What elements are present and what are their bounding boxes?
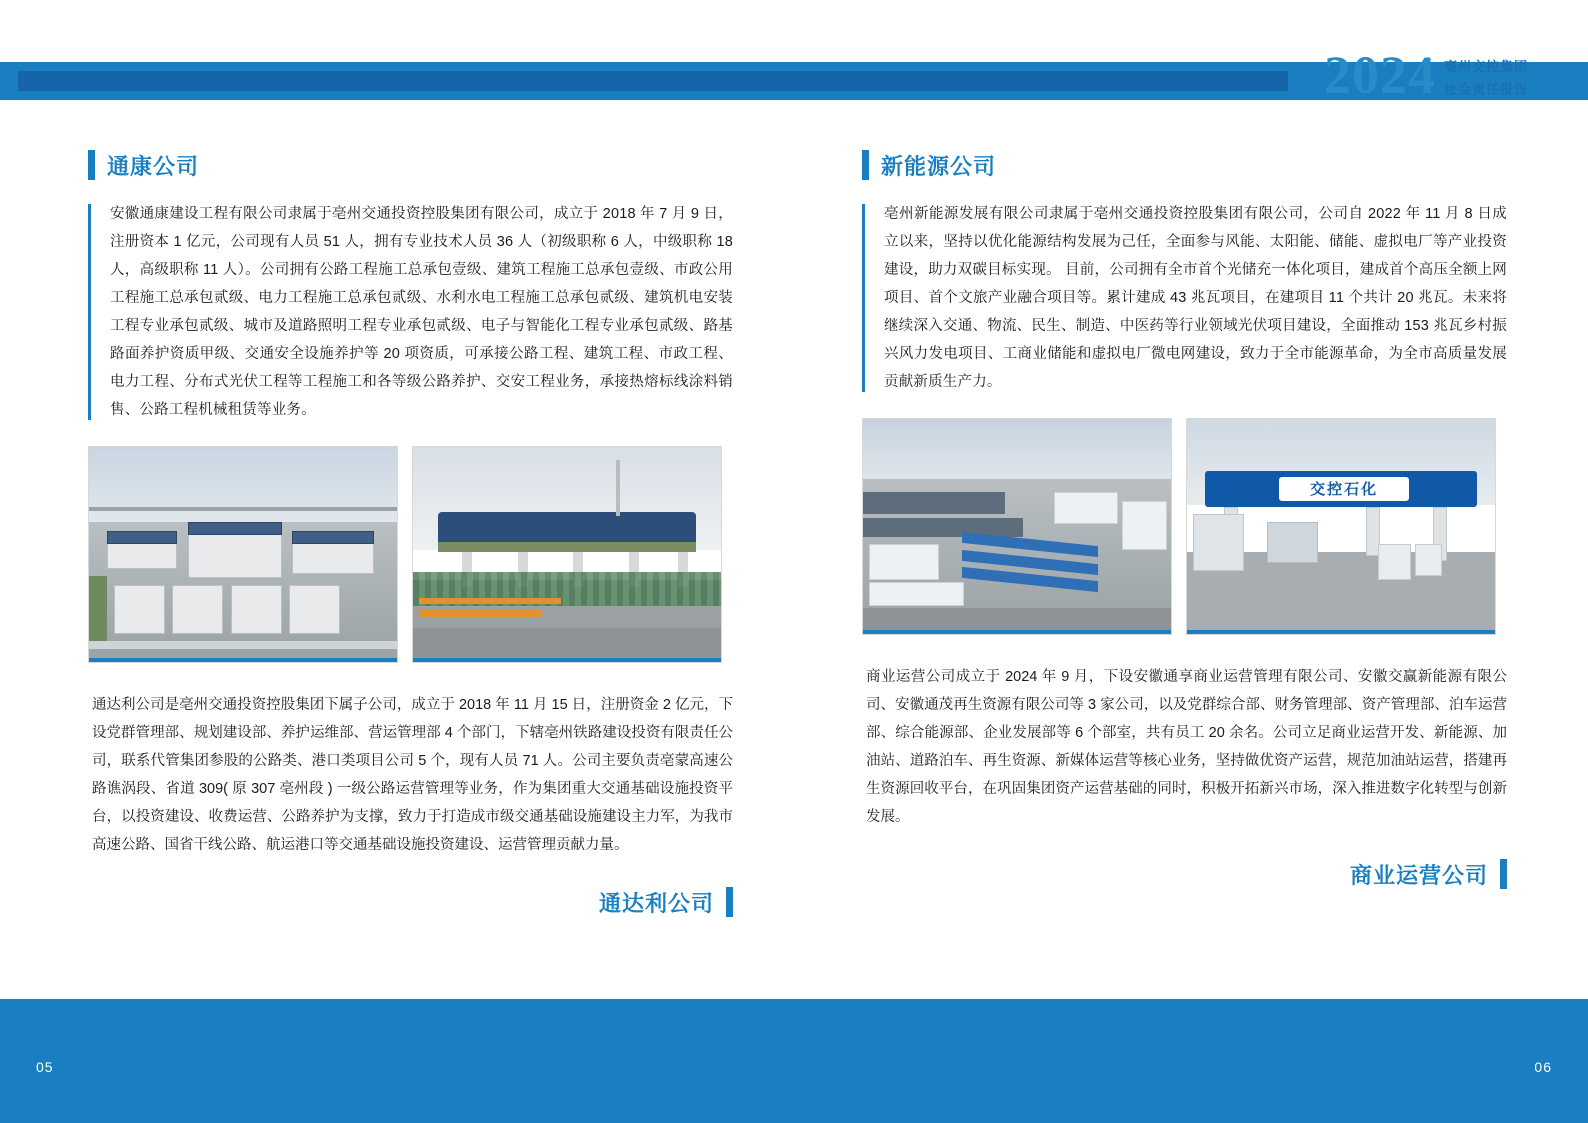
section-header-new-energy [862, 148, 1507, 182]
report-header-titles [1444, 56, 1528, 102]
photo-building [869, 544, 939, 580]
fuel-pump [1378, 544, 1411, 580]
photo-accent-bar [1187, 630, 1495, 634]
photo-row-right [862, 418, 1507, 635]
toll-canopy-band [438, 542, 697, 553]
section-accent-bar [862, 150, 869, 180]
section-header-tongdali [88, 885, 733, 919]
highway-toll-station-photo [412, 446, 722, 663]
light-pole [616, 460, 620, 516]
photo-building [1122, 501, 1167, 550]
fuel-pump [1415, 544, 1442, 576]
photo-building [114, 585, 165, 634]
section-header-commercial [862, 857, 1507, 891]
station-sign-text: 交控石化 [1310, 481, 1379, 499]
paragraph-block-tongkang [88, 200, 733, 424]
left-page-column [88, 148, 733, 919]
photo-road [413, 628, 721, 662]
section-accent-bar [726, 887, 733, 917]
section-title-commercial: 商业运营公司 [1349, 862, 1488, 888]
photo-building [231, 585, 282, 634]
paragraph-block-commercial [862, 663, 1507, 831]
photo-building-roof [188, 522, 282, 535]
section-accent-bar [1500, 859, 1507, 889]
photo-building [1054, 492, 1118, 524]
section-accent-bar [88, 150, 95, 180]
paragraph-block-tongdali [88, 691, 733, 859]
orange-barrier [419, 610, 542, 616]
photo-building-roof [107, 531, 177, 544]
paragraph-block-new-energy [862, 200, 1507, 396]
parked-vehicle [1267, 522, 1318, 563]
report-year: 2024 [1323, 45, 1436, 105]
page-number-left: 05 [36, 1059, 54, 1075]
page-number-right: 06 [1534, 1059, 1552, 1075]
photo-greenery [89, 576, 107, 641]
section-title-tongdali: 通达利公司 [598, 890, 714, 916]
photo-horizon-road [89, 507, 397, 511]
photo-accent-bar [863, 630, 1171, 634]
photo-sky [863, 419, 1171, 484]
section-title-new-energy: 新能源公司 [881, 153, 997, 179]
paragraph-tongdali: 通达利公司是亳州交通投资控股集团下属子公司，成立于 2018 年 11 月 15 日，注册资金 2 亿元，下设党群管理部、规划建设部、养护运维部、营运管理部 4 个部门，下辖亳州铁路建设投资有限责任公司，联系代管集团参股的公路类、港口类项目公司 5 个，现有人员 71 人。公司主要负责亳蒙高速公路谯涡段、省道 309( 原 307 亳州段 ) 一级公路运营管理等业务，作为集团重大交通基础设施投资平台，以投资建设、收费运营、公路养护为支撑，致力于打造成市级交通基础设施建设主力军，为我市高速公路、国省干线公路、航运港口等交通基础设施投资建设、运营管理贡献力量。 [92, 697, 733, 853]
photo-building [869, 582, 963, 606]
photo-sky [89, 447, 397, 529]
paragraph-new-energy: 亳州新能源发展有限公司隶属于亳州交通投资控股集团有限公司，公司自 2022 年 11 月 8 日成立以来，坚持以优化能源结构发展为己任，全面参与风能、太阳能、储能、虚拟电厂等产业投资建设，助力双碳目标实现。 目前，公司拥有全市首个光储充一体化项目，建成首个高压全额上网项目、首个文旅产业融合项目等。累计建成 43 兆瓦项目，在建项目 11 个共计 20 兆瓦。未来将继续深入交通、物流、民生、制造、中医药等行业领域光伏项目建设，全面推动 153 兆瓦乡村振兴风力发电项目、工商业储能和虚拟电厂微电网建设，致力于全市能源革命，为全市高质量发展贡献新质生产力。 [884, 206, 1507, 390]
paragraph-accent-rule [862, 204, 865, 392]
photo-building [289, 585, 340, 634]
photo-accent-bar [413, 658, 721, 662]
station-building [1193, 514, 1244, 572]
jiaokong-petrochemical-station-photo [1186, 418, 1496, 635]
right-page-column [862, 148, 1507, 891]
section-title-tongkang: 通康公司 [107, 153, 200, 179]
solar-roof-panel [863, 518, 1023, 537]
footer-band [0, 999, 1588, 1123]
photo-accent-bar [89, 658, 397, 662]
photo-row-left [88, 446, 733, 663]
paragraph-tongkang: 安徽通康建设工程有限公司隶属于亳州交通投资控股集团有限公司，成立于 2018 年 7 月 9 日，注册资本 1 亿元，公司现有人员 51 人，拥有专业技术人员 36 人（初级职称 6 人，中级职称 18 人，高级职称 11 人）。公司拥有公路工程施工总承包壹级、建筑工程施工总承包壹级、市政公用工程施工总承包贰级、电力工程施工总承包贰级、水利水电工程施工总承包贰级、建筑机电安装工程专业承包贰级、城市及道路照明工程专业承包贰级、电子与智能化工程专业承包贰级、路基路面养护资质甲级、交通安全设施养护等 20 项资质，可承接公路工程、建筑工程、市政工程、电力工程、分布式光伏工程等工程施工和各等级公路养护、交安工程业务，承接热熔标线涂料销售、公路工程机械租赁等业务。 [110, 206, 733, 418]
report-header [1323, 40, 1528, 105]
header-band-inner [18, 71, 1288, 91]
report-name: 社会责任报告 [1443, 82, 1528, 97]
photo-building-roof [292, 531, 374, 544]
aerial-industrial-campus-photo [88, 446, 398, 663]
section-header-tongkang [88, 148, 733, 182]
station-sign [1279, 477, 1408, 501]
photo-building [188, 529, 282, 578]
company-name: 亳州交控集团 [1443, 59, 1528, 74]
solar-roof-panel [863, 492, 1005, 514]
paragraph-commercial: 商业运营公司成立于 2024 年 9 月，下设安徽通享商业运营管理有限公司、安徽交赢新能源有限公司、安徽通茂再生资源有限公司等 3 家公司，以及党群综合部、财务管理部、资产管理部、泊车运营部、综合能源部、企业发展部等 6 个部室，共有员工 20 余名。公司立足商业运营开发、新能源、加油站、道路泊车、再生资源、新媒体运营等核心业务，坚持做优资产运营，规范加油站运营，搭建再生资源回收平台，在巩固集团资产运营基础的同时，积极开拓新兴市场，深入推进数字化转型与创新发展。 [866, 669, 1507, 825]
rooftop-solar-industrial-park-photo [862, 418, 1172, 635]
paragraph-accent-rule [88, 204, 91, 420]
orange-barrier [419, 598, 561, 604]
photo-road [89, 641, 397, 650]
photo-building [172, 585, 223, 634]
